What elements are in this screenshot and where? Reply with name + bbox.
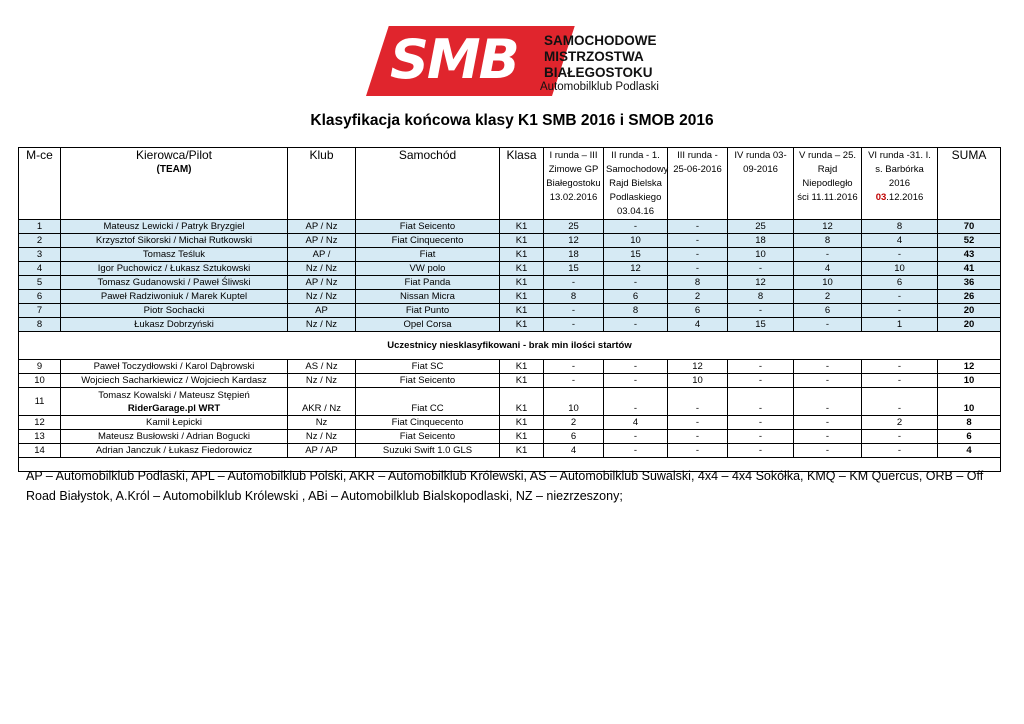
cell-driver: Mateusz Lewicki / Patryk Bryzgiel <box>61 220 288 234</box>
cell-r2: - <box>604 374 668 388</box>
cell-r1: 4 <box>544 444 604 458</box>
cell-r4: - <box>728 388 794 416</box>
cell-team-name: RiderGarage.pl WRT <box>127 403 221 414</box>
cell-car: Opel Corsa <box>356 318 500 332</box>
cell-r6: 2 <box>862 416 938 430</box>
table-row <box>19 290 1001 304</box>
unclassified-note-row <box>19 332 1001 360</box>
logo-line-1: SAMOCHODOWE <box>544 33 657 48</box>
cell-driver: Paweł Radziwoniuk / Marek Kuptel <box>61 290 288 304</box>
table-header-row <box>19 148 1001 220</box>
cell-driver: Tomasz Teśluk <box>61 248 288 262</box>
logo-line-3: BIAŁEGOSTOKU <box>544 65 653 80</box>
cell-club: AP <box>288 304 356 318</box>
cell-r2: - <box>604 360 668 374</box>
cell-r3: - <box>668 416 728 430</box>
cell-r4: - <box>728 262 794 276</box>
table-row <box>19 360 1001 374</box>
cell-place: 1 <box>19 220 61 234</box>
cell-driver: Kamil Łepicki <box>61 416 288 430</box>
cell-r3: 6 <box>668 304 728 318</box>
header-round-6 <box>862 148 938 220</box>
cell-club: Nz <box>288 416 356 430</box>
header-driver-label: Kierowca/Pilot <box>135 148 213 162</box>
cell-place: 11 <box>19 388 61 416</box>
table-row <box>19 374 1001 388</box>
cell-car: Fiat SC <box>356 360 500 374</box>
cell-sum: 43 <box>938 248 1001 262</box>
smb-logo <box>366 26 676 98</box>
cell-r3: 4 <box>668 318 728 332</box>
cell-sum: 4 <box>938 444 1001 458</box>
cell-car: Fiat <box>356 248 500 262</box>
cell-place: 7 <box>19 304 61 318</box>
cell-club: AP / <box>288 248 356 262</box>
cell-r1: 6 <box>544 430 604 444</box>
cell-cls: K1 <box>500 444 544 458</box>
cell-cls: K1 <box>500 374 544 388</box>
cell-club: Nz / Nz <box>288 290 356 304</box>
table-row <box>19 276 1001 290</box>
header-round-4: IV runda 03-09-2016 <box>728 148 794 220</box>
cell-cls: K1 <box>500 220 544 234</box>
logo-subtitle: Automobilklub Podlaski <box>540 81 659 93</box>
cell-sum: 12 <box>938 360 1001 374</box>
cell-driver: Piotr Sochacki <box>61 304 288 318</box>
header-driver <box>61 148 288 220</box>
logo-line-2: MISTRZOSTWA <box>544 49 644 64</box>
cell-club: Nz / Nz <box>288 430 356 444</box>
cell-r5: - <box>794 374 862 388</box>
table-row <box>19 248 1001 262</box>
cell-r4: 25 <box>728 220 794 234</box>
cell-club: AKR / Nz <box>288 388 356 416</box>
cell-driver: Paweł Toczydłowski / Karol Dąbrowski <box>61 360 288 374</box>
cell-cls: K1 <box>500 262 544 276</box>
cell-r2: - <box>604 388 668 416</box>
header-round-1: I runda – III Zimowe GP Białegostoku 13.02.2016 <box>544 148 604 220</box>
cell-car: Fiat Seicento <box>356 220 500 234</box>
classified-rows <box>19 220 1001 332</box>
table-row <box>19 430 1001 444</box>
cell-r6: - <box>862 388 938 416</box>
cell-r1: 15 <box>544 262 604 276</box>
cell-driver <box>61 388 288 416</box>
table-row <box>19 262 1001 276</box>
cell-r1: - <box>544 276 604 290</box>
cell-r3: - <box>668 388 728 416</box>
cell-r1: 12 <box>544 234 604 248</box>
cell-r5: - <box>794 430 862 444</box>
cell-cls: K1 <box>500 388 544 416</box>
cell-cls: K1 <box>500 304 544 318</box>
cell-r1: - <box>544 374 604 388</box>
cell-r5: 8 <box>794 234 862 248</box>
cell-club: Nz / Nz <box>288 374 356 388</box>
cell-r4: 10 <box>728 248 794 262</box>
cell-place: 12 <box>19 416 61 430</box>
cell-r6: 1 <box>862 318 938 332</box>
header-car: Samochód <box>356 148 500 220</box>
cell-r6: - <box>862 360 938 374</box>
header-club: Klub <box>288 148 356 220</box>
cell-r3: - <box>668 430 728 444</box>
cell-sum: 41 <box>938 262 1001 276</box>
cell-r5: 4 <box>794 262 862 276</box>
table-row <box>19 234 1001 248</box>
cell-car: Suzuki Swift 1.0 GLS <box>356 444 500 458</box>
cell-r1: 8 <box>544 290 604 304</box>
cell-cls: K1 <box>500 318 544 332</box>
cell-r4: - <box>728 374 794 388</box>
cell-driver-names: Tomasz Kowalski / Mateusz Stępień <box>98 390 250 401</box>
cell-sum: 20 <box>938 318 1001 332</box>
cell-r5: - <box>794 248 862 262</box>
cell-r5: - <box>794 388 862 416</box>
cell-r2: 12 <box>604 262 668 276</box>
cell-r3: 2 <box>668 290 728 304</box>
table-row <box>19 444 1001 458</box>
cell-driver: Tomasz Gudanowski / Paweł Śliwski <box>61 276 288 290</box>
header-place: M-ce <box>19 148 61 220</box>
cell-driver: Mateusz Busłowski / Adrian Bogucki <box>61 430 288 444</box>
cell-car: VW polo <box>356 262 500 276</box>
cell-r2: 15 <box>604 248 668 262</box>
cell-place: 9 <box>19 360 61 374</box>
unclassified-note-section <box>19 332 1001 360</box>
unclassified-note: Uczestnicy niesklasyfikowani - brak min ilości startów <box>19 332 1001 360</box>
cell-place: 13 <box>19 430 61 444</box>
cell-cls: K1 <box>500 276 544 290</box>
cell-sum: 8 <box>938 416 1001 430</box>
club-legend: AP – Automobilklub Podlaski, APL – Automobilklub Polski, AKR – Automobilklub Królewski, AS – Automobilklub Suwalski, 4x4 – 4x4 Sokółka, KMQ – KM Quercus, ORB – Off Road Białystok, A.Król – Automobilklub Królewski , ABi – Automobilklub Bialskopodlaski, NZ – niezrzeszony; <box>26 469 984 503</box>
cell-driver: Igor Puchowicz / Łukasz Sztukowski <box>61 262 288 276</box>
cell-r1: - <box>544 318 604 332</box>
cell-r6: 10 <box>862 262 938 276</box>
header-sum: SUMA <box>938 148 1001 220</box>
cell-cls: K1 <box>500 416 544 430</box>
cell-r1: 25 <box>544 220 604 234</box>
cell-car: Fiat CC <box>356 388 500 416</box>
cell-r6: - <box>862 374 938 388</box>
cell-place: 10 <box>19 374 61 388</box>
header-round-6-label: VI runda -31. I. s. Barbórka 2016 <box>868 150 931 189</box>
cell-r3: - <box>668 444 728 458</box>
cell-club: Nz / Nz <box>288 262 356 276</box>
cell-r4: 12 <box>728 276 794 290</box>
cell-r5: - <box>794 360 862 374</box>
logo-title <box>544 33 657 81</box>
cell-car: Fiat Seicento <box>356 430 500 444</box>
cell-car: Fiat Seicento <box>356 374 500 388</box>
cell-r6: 6 <box>862 276 938 290</box>
cell-sum: 20 <box>938 304 1001 318</box>
cell-r6: - <box>862 290 938 304</box>
table-row <box>19 220 1001 234</box>
cell-r3: - <box>668 262 728 276</box>
cell-driver: Adrian Janczuk / Łukasz Fiedorowicz <box>61 444 288 458</box>
cell-r5: - <box>794 318 862 332</box>
header-round-6-day: 03 <box>875 192 887 203</box>
results-table <box>18 147 1001 472</box>
cell-r6: - <box>862 304 938 318</box>
cell-driver: Krzysztof Sikorski / Michał Rutkowski <box>61 234 288 248</box>
table-row <box>19 304 1001 318</box>
cell-club: AP / Nz <box>288 276 356 290</box>
cell-club: AS / Nz <box>288 360 356 374</box>
cell-r6: - <box>862 444 938 458</box>
cell-r2: - <box>604 276 668 290</box>
cell-sum: 70 <box>938 220 1001 234</box>
cell-cls: K1 <box>500 290 544 304</box>
cell-r4: - <box>728 304 794 318</box>
cell-cls: K1 <box>500 430 544 444</box>
cell-r3: 8 <box>668 276 728 290</box>
cell-place: 2 <box>19 234 61 248</box>
cell-r6: 4 <box>862 234 938 248</box>
cell-r4: - <box>728 444 794 458</box>
cell-r5: 2 <box>794 290 862 304</box>
header-round-3: III runda - 25-06-2016 <box>668 148 728 220</box>
cell-sum: 10 <box>938 374 1001 388</box>
cell-club: Nz / Nz <box>288 318 356 332</box>
cell-car: Fiat Cinquecento <box>356 416 500 430</box>
cell-club: AP / AP <box>288 444 356 458</box>
cell-r3: - <box>668 234 728 248</box>
cell-sum: 52 <box>938 234 1001 248</box>
cell-club: AP / Nz <box>288 234 356 248</box>
header-round-6-date: .12.2016 <box>886 192 924 203</box>
cell-r6: - <box>862 248 938 262</box>
cell-r5: - <box>794 444 862 458</box>
cell-r2: 10 <box>604 234 668 248</box>
cell-car: Fiat Cinquecento <box>356 234 500 248</box>
cell-r4: - <box>728 360 794 374</box>
cell-place: 6 <box>19 290 61 304</box>
cell-place: 14 <box>19 444 61 458</box>
cell-cls: K1 <box>500 248 544 262</box>
header-team-label: (TEAM) <box>156 164 192 175</box>
cell-r4: - <box>728 430 794 444</box>
cell-r3: - <box>668 248 728 262</box>
page-title: Klasyfikacja końcowa klasy K1 SMB 2016 i SMOB 2016 <box>310 112 714 129</box>
cell-r5: 12 <box>794 220 862 234</box>
cell-driver: Wojciech Sacharkiewicz / Wojciech Kardasz <box>61 374 288 388</box>
cell-sum: 6 <box>938 430 1001 444</box>
cell-car: Fiat Panda <box>356 276 500 290</box>
cell-car: Fiat Punto <box>356 304 500 318</box>
cell-r6: - <box>862 430 938 444</box>
cell-r4: 18 <box>728 234 794 248</box>
unclassified-rows <box>19 360 1001 458</box>
cell-r2: - <box>604 220 668 234</box>
cell-cls: K1 <box>500 360 544 374</box>
cell-car: Nissan Micra <box>356 290 500 304</box>
cell-place: 5 <box>19 276 61 290</box>
cell-sum: 10 <box>938 388 1001 416</box>
header-class: Klasa <box>500 148 544 220</box>
cell-r5: 10 <box>794 276 862 290</box>
table-row <box>19 388 1001 416</box>
cell-r1: - <box>544 360 604 374</box>
cell-r6: 8 <box>862 220 938 234</box>
table-row <box>19 416 1001 430</box>
cell-r3: 10 <box>668 374 728 388</box>
header-round-5: V runda – 25. Rajd Niepodległo ści 11.11.2016 <box>794 148 862 220</box>
cell-r2: - <box>604 318 668 332</box>
cell-club: AP / Nz <box>288 220 356 234</box>
cell-r4: 15 <box>728 318 794 332</box>
cell-r1: 10 <box>544 388 604 416</box>
cell-r2: 6 <box>604 290 668 304</box>
cell-place: 3 <box>19 248 61 262</box>
cell-place: 4 <box>19 262 61 276</box>
cell-r4: - <box>728 416 794 430</box>
cell-r2: 8 <box>604 304 668 318</box>
cell-r5: 6 <box>794 304 862 318</box>
header-round-2: II runda - 1. Samochodowy Rajd Bielska Podlaskiego 03.04.16 <box>604 148 668 220</box>
cell-sum: 36 <box>938 276 1001 290</box>
table-row <box>19 318 1001 332</box>
cell-r1: 18 <box>544 248 604 262</box>
cell-sum: 26 <box>938 290 1001 304</box>
cell-r4: 8 <box>728 290 794 304</box>
logo-brand: SMB <box>390 28 518 91</box>
cell-r5: - <box>794 416 862 430</box>
cell-r2: 4 <box>604 416 668 430</box>
cell-r3: - <box>668 220 728 234</box>
cell-r2: - <box>604 430 668 444</box>
cell-r2: - <box>604 444 668 458</box>
cell-r1: - <box>544 304 604 318</box>
cell-r3: 12 <box>668 360 728 374</box>
cell-driver: Łukasz Dobrzyński <box>61 318 288 332</box>
cell-cls: K1 <box>500 234 544 248</box>
cell-place: 8 <box>19 318 61 332</box>
cell-r1: 2 <box>544 416 604 430</box>
